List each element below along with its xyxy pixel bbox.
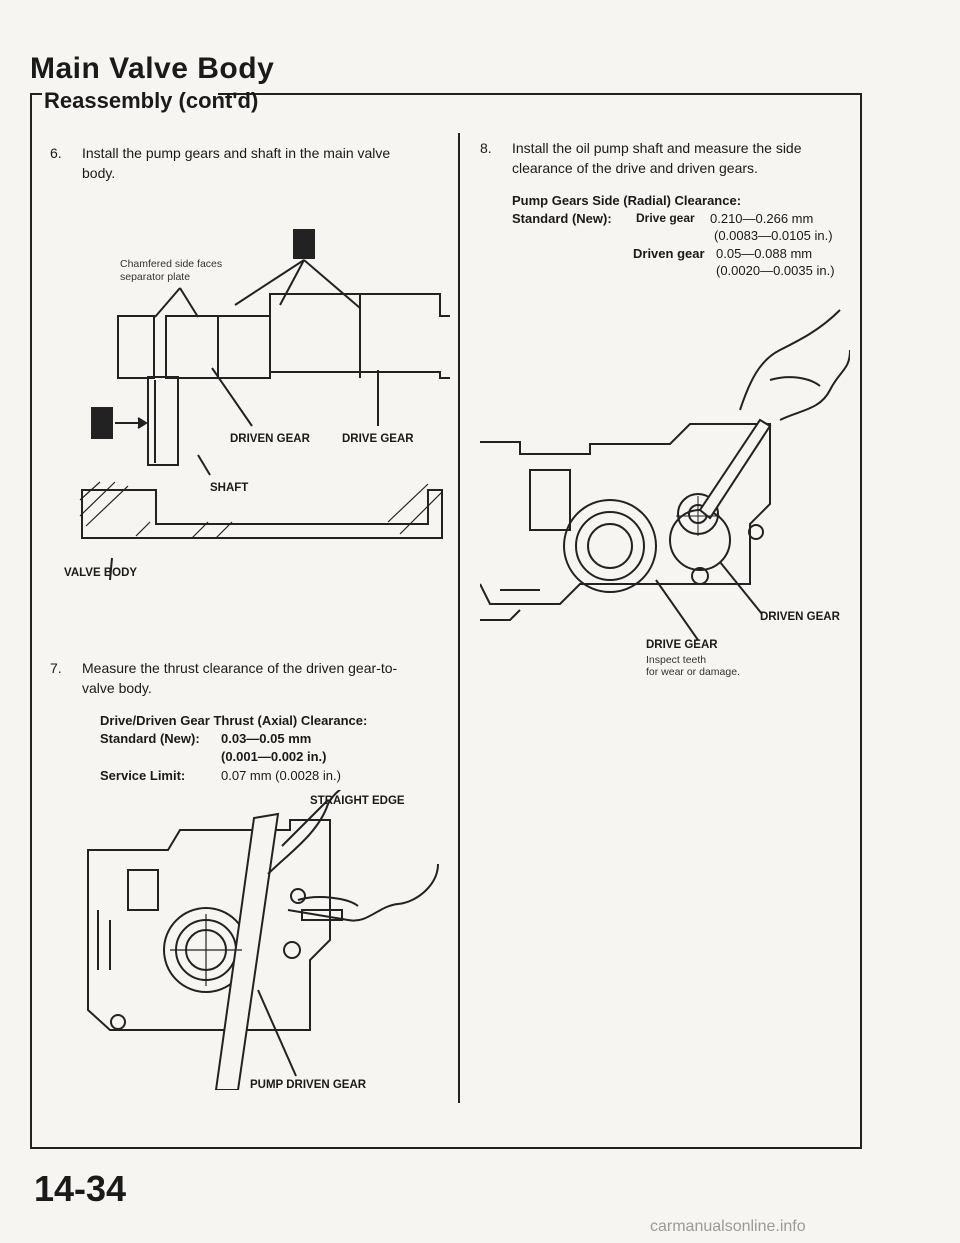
drive-gear-label: DRIVE GEAR — [646, 639, 718, 651]
standard-label: Standard (New): — [100, 731, 200, 746]
step-text-line: Install the pump gears and shaft in the main valve — [82, 145, 391, 161]
step-text-line: body. — [82, 165, 116, 181]
separator-plate-label: separator plate — [120, 271, 191, 283]
page-number: 14-34 — [34, 1168, 127, 1209]
chamfer-label: Chamfered side faces — [120, 258, 223, 270]
driven-gear-label: DRIVEN GEAR — [760, 611, 840, 623]
step-text-line: clearance of the drive and driven gears. — [512, 160, 758, 176]
step-text-line: Install the oil pump shaft and measure the side — [512, 140, 802, 156]
step-number: 7. — [50, 660, 62, 676]
step-8 — [480, 138, 850, 180]
standard-mm-value: 0.03—0.05 mm — [221, 731, 312, 746]
drive-gear-label: DRIVE GEAR — [342, 433, 414, 445]
straight-edge-label: STRAIGHT EDGE — [310, 795, 405, 807]
standard-label: Standard (New): — [512, 211, 612, 226]
step-7 — [50, 658, 450, 700]
driven-gear-mm-value: 0.05—0.088 mm — [716, 246, 813, 261]
pump-driven-gear-label: PUMP DRIVEN GEAR — [250, 1079, 367, 1091]
standard-in-value: (0.001—0.002 in.) — [221, 749, 327, 764]
step-text-line: valve body. — [82, 680, 152, 696]
step-6 — [50, 143, 450, 185]
drive-gear-spec-label: Drive gear — [636, 211, 695, 225]
radial-clearance-spec-title: Pump Gears Side (Radial) Clearance: — [512, 193, 742, 208]
step-text-line: Measure the thrust clearance of the driven gear-to- — [82, 660, 398, 676]
drive-gear-in-value: (0.0083—0.0105 in.) — [714, 228, 833, 243]
gear-shaft-diagram — [40, 220, 450, 590]
driven-gear-in-value: (0.0020—0.0035 in.) — [716, 263, 835, 278]
driven-gear-spec-label: Driven gear — [633, 246, 705, 261]
step-number: 6. — [50, 145, 62, 161]
thrust-clearance-spec-title: Drive/Driven Gear Thrust (Axial) Clearance: — [100, 713, 368, 728]
page-title: Main Valve Body — [30, 52, 275, 85]
column-divider — [458, 133, 460, 1103]
pump-gear-diagram — [480, 300, 850, 650]
inspect-note-line: for wear or damage. — [646, 666, 740, 678]
valve-body-label: VALVE BODY — [64, 567, 138, 579]
service-limit-label: Service Limit: — [100, 768, 186, 783]
shaft-label: SHAFT — [210, 482, 249, 494]
step-number: 8. — [480, 140, 492, 156]
watermark: carmanualsonline.info — [650, 1218, 806, 1235]
inspect-note-line: Inspect teeth — [646, 654, 707, 666]
service-limit-value: 0.07 mm (0.0028 in.) — [221, 768, 341, 783]
driven-gear-label: DRIVEN GEAR — [230, 433, 310, 445]
straight-edge-diagram — [58, 790, 448, 1090]
section-heading: Reassembly (cont'd) — [44, 88, 259, 113]
drive-gear-mm-value: 0.210—0.266 mm — [710, 211, 814, 226]
